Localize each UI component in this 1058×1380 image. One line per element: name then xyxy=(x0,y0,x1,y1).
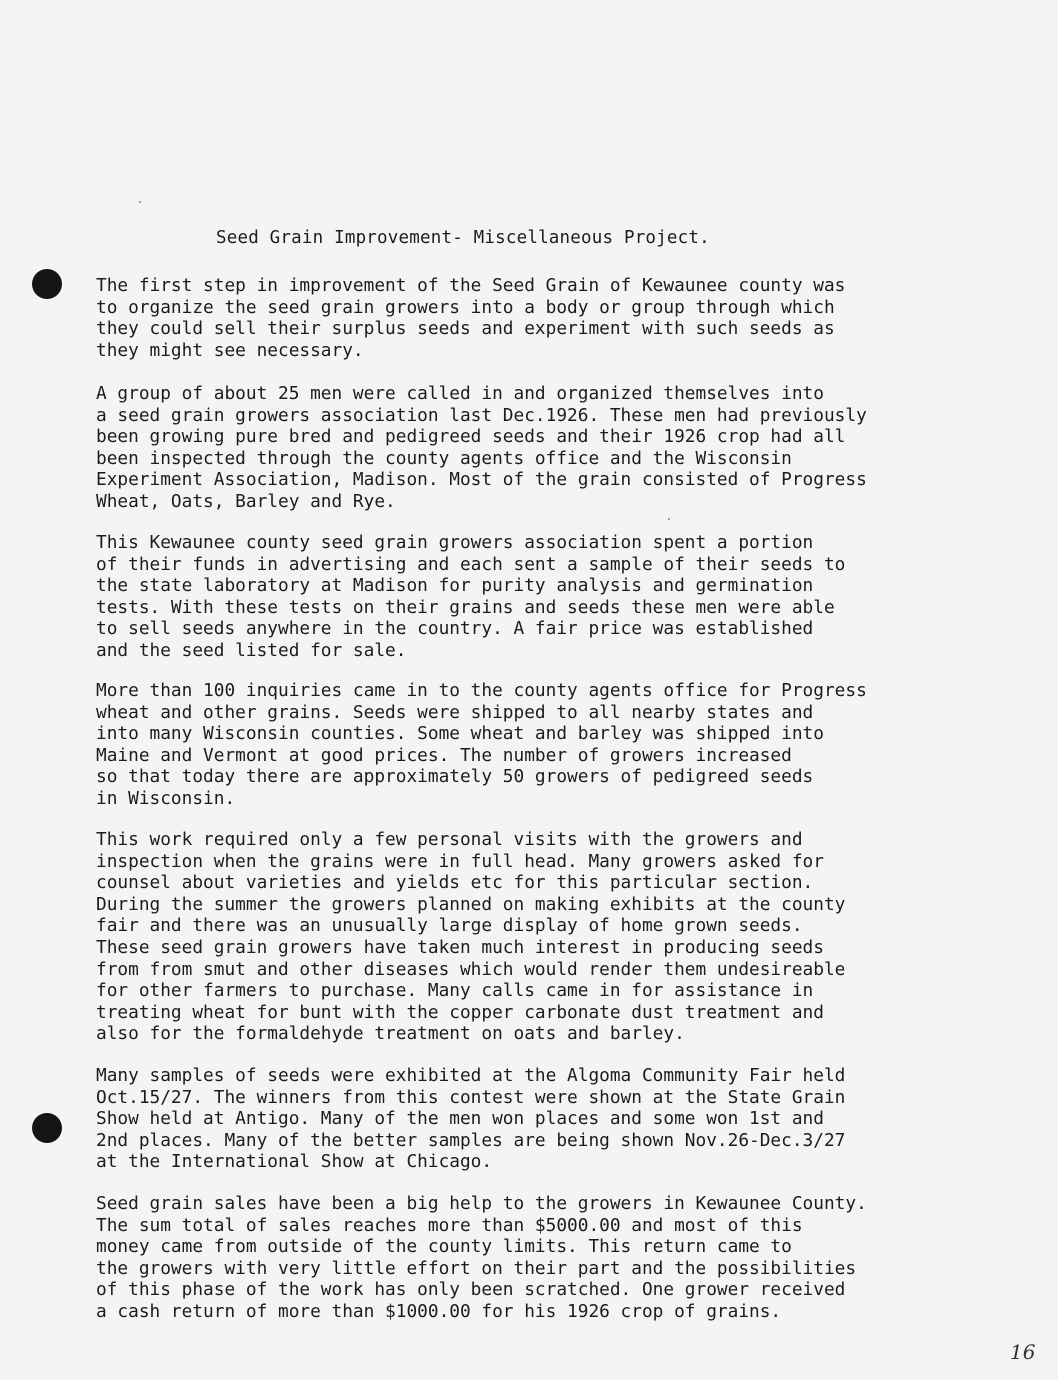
text-line: fair and there was an unusually large display of home grown seeds. xyxy=(96,915,803,937)
text-line: a seed grain growers association last Dec.1926. These men had previously xyxy=(96,404,867,426)
text-line: the growers with very little effort on their part and the possibilities xyxy=(96,1257,857,1279)
paragraph-association xyxy=(96,383,867,513)
text-line: they might see necessary. xyxy=(96,339,364,361)
text-line: for other farmers to purchase. Many calls came in for assistance in xyxy=(96,980,814,1002)
page-number: 16 xyxy=(1010,1340,1036,1364)
paragraph-work xyxy=(96,829,845,1045)
text-line: During the summer the growers planned on making exhibits at the county xyxy=(96,893,846,915)
text-line: been inspected through the county agents office and the Wisconsin xyxy=(96,447,792,469)
paper-speck xyxy=(668,518,670,520)
text-line: 2nd places. Many of the better samples are being shown Nov.26-Dec.3/27 xyxy=(96,1129,846,1151)
text-line: A group of about 25 men were called in and organized themselves into xyxy=(96,383,824,404)
text-line: money came from outside of the county limits. This return came to xyxy=(96,1236,792,1258)
text-line: treating wheat for bunt with the copper carbonate dust treatment and xyxy=(96,1001,824,1023)
binder-hole-top xyxy=(32,269,62,299)
paragraph-exhibits xyxy=(96,1065,845,1173)
text-line: Show held at Antigo. Many of the men won places and some won 1st and xyxy=(96,1108,824,1130)
text-line: from from smut and other diseases which would render them undesireable xyxy=(96,958,846,980)
text-line: to organize the seed grain growers into a body or group through which xyxy=(96,296,835,318)
text-line: The sum total of sales reaches more than $5000.00 and most of this xyxy=(96,1214,803,1236)
text-line: in Wisconsin. xyxy=(96,787,236,809)
text-line: tests. With these tests on their grains and seeds these men were able xyxy=(96,596,835,618)
text-line: This Kewaunee county seed grain growers association spent a portion xyxy=(96,532,814,553)
text-line: of their funds in advertising and each sent a sample of their seeds to xyxy=(96,553,846,575)
text-line: wheat and other grains. Seeds were shipped to all nearby states and xyxy=(96,701,814,723)
text-line: of this phase of the work has only been scratched. One grower received xyxy=(96,1279,846,1301)
text-line: inspection when the grains were in full head. Many growers asked for xyxy=(96,850,824,872)
text-line: These seed grain growers have taken much interest in producing seeds xyxy=(96,936,824,958)
text-line: been growing pure bred and pedigreed seeds and their 1926 crop had all xyxy=(96,426,846,448)
text-line: also for the formaldehyde treatment on oats and barley. xyxy=(96,1023,685,1045)
text-line: so that today there are approximately 50 growers of pedigreed seeds xyxy=(96,766,814,788)
text-line: and the seed listed for sale. xyxy=(96,639,407,661)
text-line: a cash return of more than $1000.00 for his 1926 crop of grains. xyxy=(96,1300,782,1322)
text-line: counsel about varieties and yields etc for this particular section. xyxy=(96,872,814,894)
text-line: This work required only a few personal visits with the growers and xyxy=(96,829,803,850)
paragraph-organization xyxy=(96,275,845,361)
paragraph-advertising xyxy=(96,532,845,662)
text-line: Maine and Vermont at good prices. The number of growers increased xyxy=(96,744,792,766)
text-line: Seed grain sales have been a big help to the growers in Kewaunee County. xyxy=(96,1193,867,1214)
text-line: Wheat, Oats, Barley and Rye. xyxy=(96,490,396,512)
paper-speck xyxy=(139,201,141,203)
text-line: Experiment Association, Madison. Most of the grain consisted of Progress xyxy=(96,469,867,491)
paragraph-inquiries xyxy=(96,680,867,810)
binder-hole-bottom xyxy=(32,1113,62,1143)
text-line: More than 100 inquiries came in to the county agents office for Progress xyxy=(96,680,867,701)
text-line: The first step in improvement of the Seed Grain of Kewaunee county was xyxy=(96,275,846,296)
paragraph-sales xyxy=(96,1193,867,1323)
text-line: the state laboratory at Madison for purity analysis and germination xyxy=(96,575,814,597)
document-title: Seed Grain Improvement- Miscellaneous Project. xyxy=(216,228,710,248)
text-line: at the International Show at Chicago. xyxy=(96,1151,493,1173)
text-line: to sell seeds anywhere in the country. A fair price was established xyxy=(96,618,814,640)
text-line: Oct.15/27. The winners from this contest were shown at the State Grain xyxy=(96,1086,846,1108)
text-line: they could sell their surplus seeds and experiment with such seeds as xyxy=(96,318,835,340)
text-line: into many Wisconsin counties. Some wheat and barley was shipped into xyxy=(96,723,824,745)
text-line: Many samples of seeds were exhibited at the Algoma Community Fair held xyxy=(96,1065,846,1086)
